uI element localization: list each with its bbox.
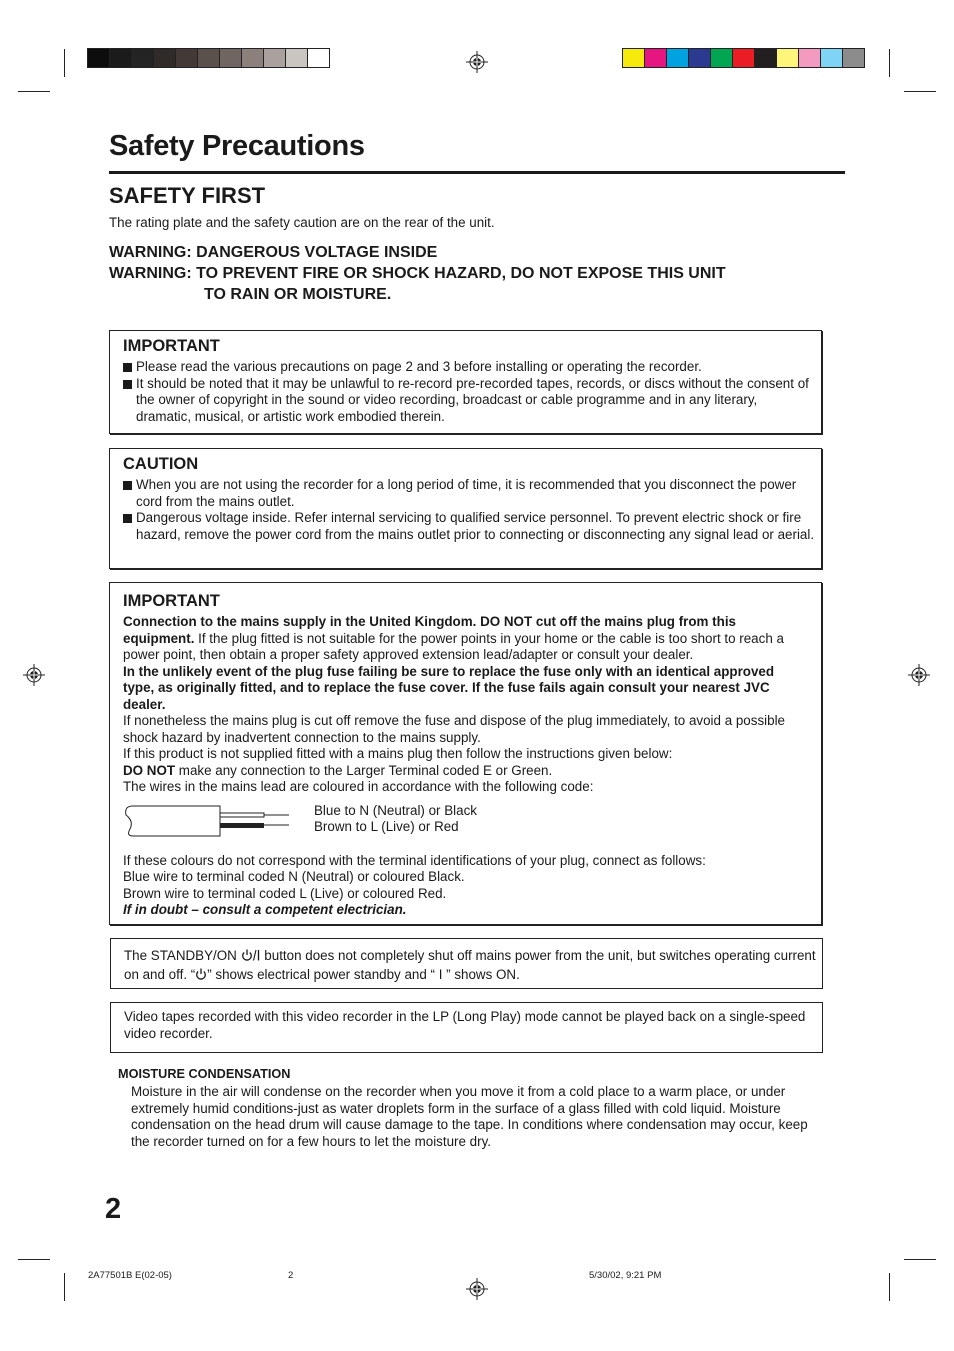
blue-wire-paragraph: Blue wire to terminal coded N (Neutral) or coloured Black.	[123, 869, 465, 884]
footer-page: 2	[288, 1270, 294, 1281]
calibration-swatch	[197, 48, 220, 68]
calibration-swatch	[622, 48, 645, 68]
moisture-paragraph: Moisture in the air will condense on the recorder when you move it from a cold place to a warm place, or under extremely humid conditions-just as water droplets form in the surface of a glass filled with cold liquid. Moisture condensation on the head drum will cause damage to the tape. In conditions where condensation may occur, keep the recorder turned on for a few hours to let the moisture dry.	[131, 1084, 808, 1149]
if-colours-paragraph: If these colours do not correspond with the terminal identifications of your plug, connect as follows:	[123, 852, 706, 868]
list-item: Please read the various precautions on page 2 and 3 before installing or operating the recorder.	[123, 359, 815, 376]
wire-blue-label: Blue to N (Neutral) or Black	[314, 802, 477, 818]
box-heading: CAUTION	[123, 455, 199, 473]
warning-text-line2: TO RAIN OR MOISTURE.	[204, 286, 392, 303]
crop-mark	[904, 1259, 936, 1260]
warning-text-line1: TO PREVENT FIRE OR SHOCK HAZARD, DO NOT EXPOSE THIS UNIT	[196, 265, 726, 282]
calibration-swatch	[219, 48, 242, 68]
caution-box	[109, 448, 822, 569]
calibration-swatch	[241, 48, 264, 68]
footer-date: 5/30/02, 9:21 PM	[589, 1270, 662, 1281]
standby-note-box	[110, 938, 823, 989]
crop-mark	[889, 49, 890, 77]
calibration-swatch	[644, 48, 667, 68]
footer-code: 2A77501B E(02-05)	[88, 1270, 172, 1281]
calibration-swatch	[754, 48, 777, 68]
crop-mark	[889, 1273, 890, 1301]
fuse-paragraph: In the unlikely event of the plug fuse failing be sure to replace the fuse only with an identical approved type, as originally fitted, and to replace the fuse cover. If the fuse fails again consult your nearest JVC dealer.	[123, 663, 775, 712]
doubt-paragraph: If in doubt – consult a competent electrician.	[123, 902, 407, 917]
calibration-swatch	[842, 48, 865, 68]
calibration-swatch	[820, 48, 843, 68]
warning-label: WARNING:	[109, 265, 192, 282]
crop-mark	[904, 91, 936, 92]
crop-mark	[18, 1259, 50, 1260]
box-heading: IMPORTANT	[123, 592, 220, 610]
calibration-swatch	[263, 48, 286, 68]
crop-mark	[18, 91, 50, 92]
wire-diagram	[123, 800, 797, 842]
calibration-swatch	[153, 48, 176, 68]
wire-brown-label: Brown to L (Live) or Red	[314, 818, 459, 834]
uk-mains-box	[109, 582, 822, 925]
wires-paragraph: The wires in the mains lead are coloured in accordance with the following code:	[123, 779, 594, 794]
calibration-swatch	[175, 48, 198, 68]
cutoff-paragraph: If nonetheless the mains plug is cut off remove the fuse and dispose of the plug immediately, to avoid a possible shock hazard by inadvertent connection to the mains supply.	[123, 713, 785, 745]
calibration-swatch	[688, 48, 711, 68]
box-heading: IMPORTANT	[123, 337, 220, 355]
rating-note: The rating plate and the safety caution are on the rear of the unit.	[109, 215, 495, 230]
calibration-swatch	[109, 48, 132, 68]
crop-mark	[64, 1273, 65, 1301]
calibration-swatch	[776, 48, 799, 68]
important-box	[109, 330, 822, 434]
registration-mark-icon	[466, 51, 488, 73]
title-rule	[109, 171, 845, 174]
warning-moisture	[109, 263, 726, 284]
standby-symbol-icon	[195, 968, 207, 980]
standby-power-icon	[241, 949, 261, 961]
lp-note-box	[110, 1002, 823, 1053]
crop-mark	[64, 49, 65, 77]
moisture-heading: MOISTURE CONDENSATION	[118, 1067, 291, 1081]
section-heading: SAFETY FIRST	[109, 183, 266, 208]
list-item: When you are not using the recorder for a long period of time, it is recommended that you disconnect the power cord from the mains outlet.	[123, 477, 817, 510]
registration-mark-icon	[908, 664, 930, 686]
calibration-swatch	[285, 48, 308, 68]
connection-paragraph: Connection to the mains supply in the United Kingdom. DO NOT cut off the mains plug from this equipment. If the plug fitted is not suitable for the power points in your home or the cable is too short to reach a power point, then obtain a proper safety approved extension lead/adapter or consult your dealer.	[123, 614, 784, 662]
calibration-swatch	[732, 48, 755, 68]
lp-paragraph: Video tapes recorded with this video recorder in the LP (Long Play) mode cannot be played back on a single-speed video recorder.	[124, 1009, 806, 1041]
calibration-swatch	[87, 48, 110, 68]
page-title: Safety Precautions	[109, 130, 365, 162]
donot-paragraph: DO NOT make any connection to the Larger Terminal coded E or Green.	[123, 762, 553, 778]
warning-voltage: WARNING: DANGEROUS VOLTAGE INSIDE	[109, 244, 438, 261]
list-item: Dangerous voltage inside. Refer internal servicing to qualified service personnel. To prevent electric shock or fire hazard, remove the power cord from the mains outlet prior to connecting or disconnecting any signal lead or aerial.	[123, 510, 817, 543]
standby-paragraph: The STANDBY/ON button does not completely shut off mains power from the unit, but switches operating current on and off. “ ” shows electrical power standby and “ I ” shows ON.	[124, 948, 816, 982]
brown-wire-paragraph: Brown wire to terminal coded L (Live) or coloured Red.	[123, 885, 447, 901]
registration-mark-icon	[23, 664, 45, 686]
list-item: It should be noted that it may be unlawful to re-record pre-recorded tapes, records, or discs without the consent of the owner of copyright in the sound or video recording, broadcast or cable programme and in any literary, dramatic, musical, or artistic work embodied therein.	[123, 376, 815, 426]
calibration-swatch	[710, 48, 733, 68]
page-number: 2	[105, 1193, 122, 1225]
calibration-swatch	[666, 48, 689, 68]
calibration-swatch	[307, 48, 330, 68]
not-supplied-paragraph: If this product is not supplied fitted with a mains plug then follow the instructions given below:	[123, 746, 673, 761]
calibration-swatch	[131, 48, 154, 68]
registration-mark-icon	[466, 1278, 488, 1300]
mains-cable-icon	[123, 805, 293, 839]
calibration-swatch	[798, 48, 821, 68]
